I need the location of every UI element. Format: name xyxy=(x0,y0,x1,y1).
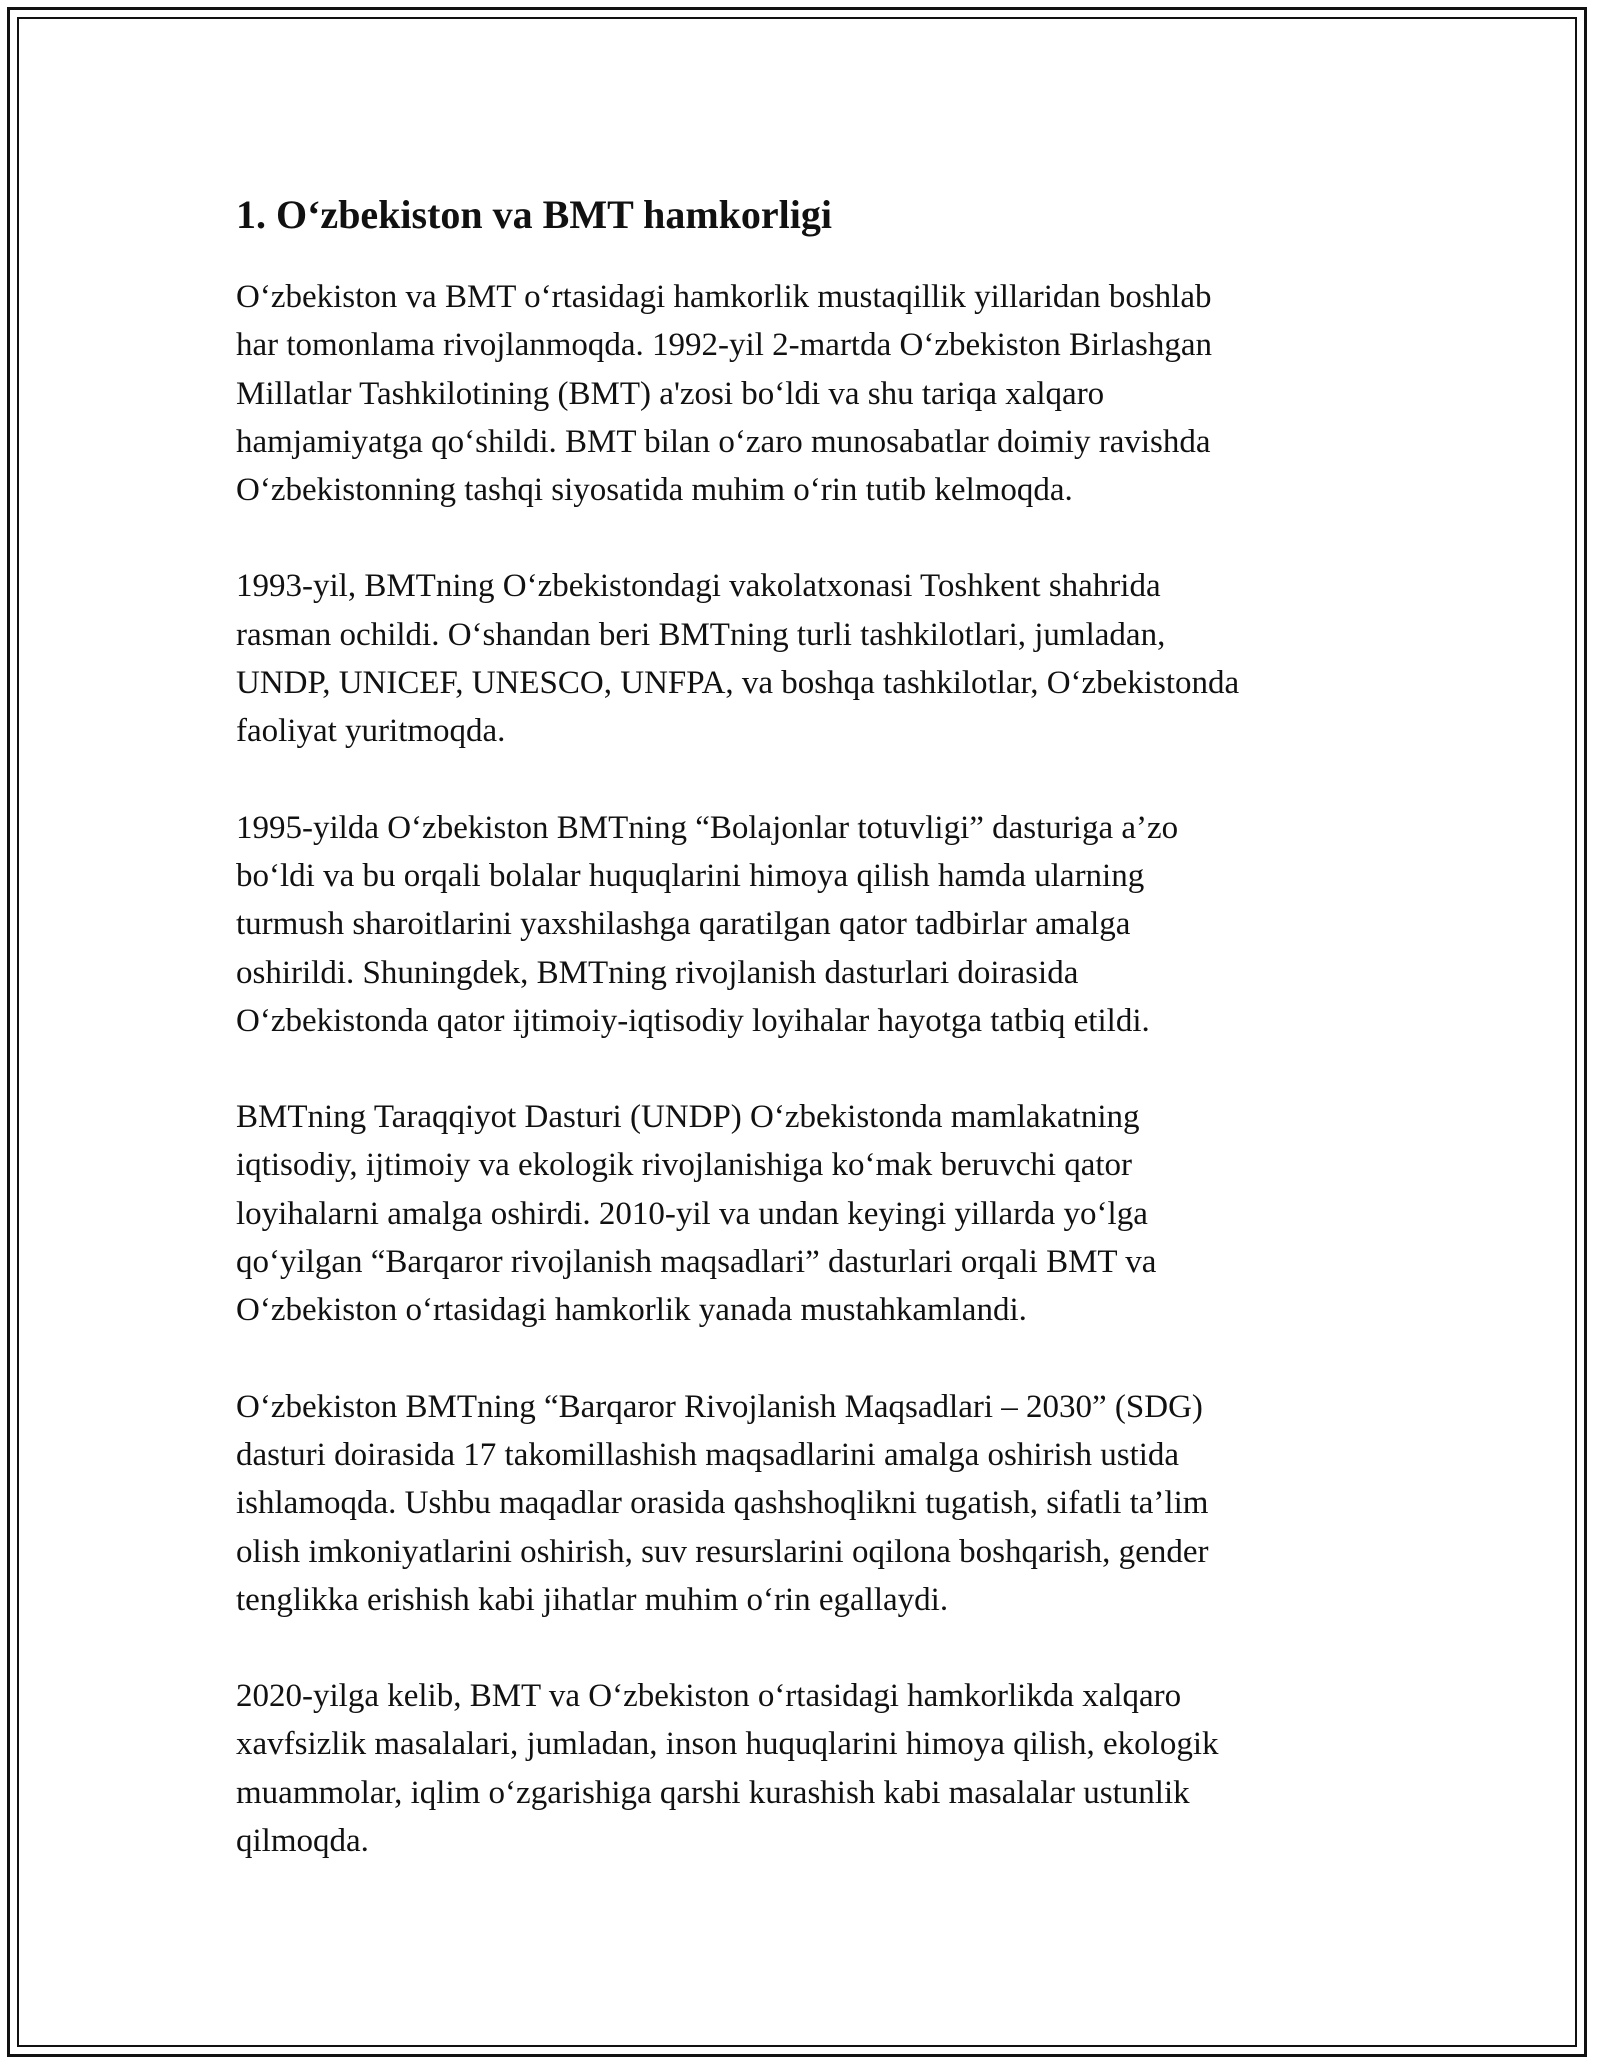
paragraph-2020-cooperation: 2020-yilga kelib, BMT va O‘zbekiston o‘rtasidagi hamkorlikda xalqaro xavfsizlik masalalari, jumladan, inson huquqlarini himoya qilish, ekologik muammolar, iqlim o‘zgarishiga qarshi kurashish kabi masalalar ustunlik qilmoqda. xyxy=(236,1678,1219,1860)
paragraph-representation-office: 1993-yil, BMTning O‘zbekistondagi vakolatxonasi Toshkent shahrida rasman ochildi. O‘shandan beri BMTning turli tashkilotlari, jumladan, UNDP, UNICEF, UNESCO, UNFPA, va boshqa tashkilotlar, O‘zbekistonda faoliyat yuritmoqda. xyxy=(236,568,1240,750)
section-heading: 1. O‘zbekiston va BMT hamkorligi xyxy=(236,192,832,237)
paragraph-children-program: 1995-yilda O‘zbekiston BMTning “Bolajonlar totuvligi” dasturiga a’zo bo‘ldi va bu orqali bolalar huquqlarini himoya qilish hamda ularning turmush sharoitlarini yaxshilashga qaratilgan qator tadbirlar amalga oshirildi. Shuningdek, BMTning rivojlanish dasturlari doirasida O‘zbekistonda qator ijtimoiy-iqtisodiy loyihalar hayotga tatbiq etildi. xyxy=(236,809,1179,1039)
paragraph-undp-projects: BMTning Taraqqiyot Dasturi (UNDP) O‘zbekistonda mamlakatning iqtisodiy, ijtimoiy va ekologik rivojlanishiga ko‘mak beruvchi qator loyihalarni amalga oshirdi. 2010-yil va undan keyingi yillarda yo‘lga qo‘yilgan “Barqaror rivojlanish maqsadlari” dasturlari orqali BMT va O‘zbekiston o‘rtasidagi hamkorlik yanada mustahkamlandi. xyxy=(236,1099,1157,1329)
document-body xyxy=(236,185,1386,1913)
paragraph-membership: O‘zbekiston va BMT o‘rtasidagi hamkorlik mustaqillik yillaridan boshlab har tomonlama rivojlanmoqda. 1992-yil 2-martda O‘zbekiston Birlashgan Millatlar Tashkilotining (BMT) a'zosi bo‘ldi va shu tariqa xalqaro hamjamiyatga qo‘shildi. BMT bilan o‘zaro munosabatlar doimiy ravishda O‘zbekistonning tashqi siyosatida muhim o‘rin tutib kelmoqda. xyxy=(236,279,1213,509)
paragraph-sdg-2030: O‘zbekiston BMTning “Barqaror Rivojlanish Maqsadlari – 2030” (SDG) dasturi doirasida 17 takomillashish maqsadlarini amalga oshirish ustida ishlamoqda. Ushbu maqadlar orasida qashshoqlikni tugatish, sifatli ta’lim olish imkoniyatlarini oshirish, suv resurslarini oqilona boshqarish, gender tenglikka erishish kabi jihatlar muhim o‘rin egallaydi. xyxy=(236,1388,1209,1618)
